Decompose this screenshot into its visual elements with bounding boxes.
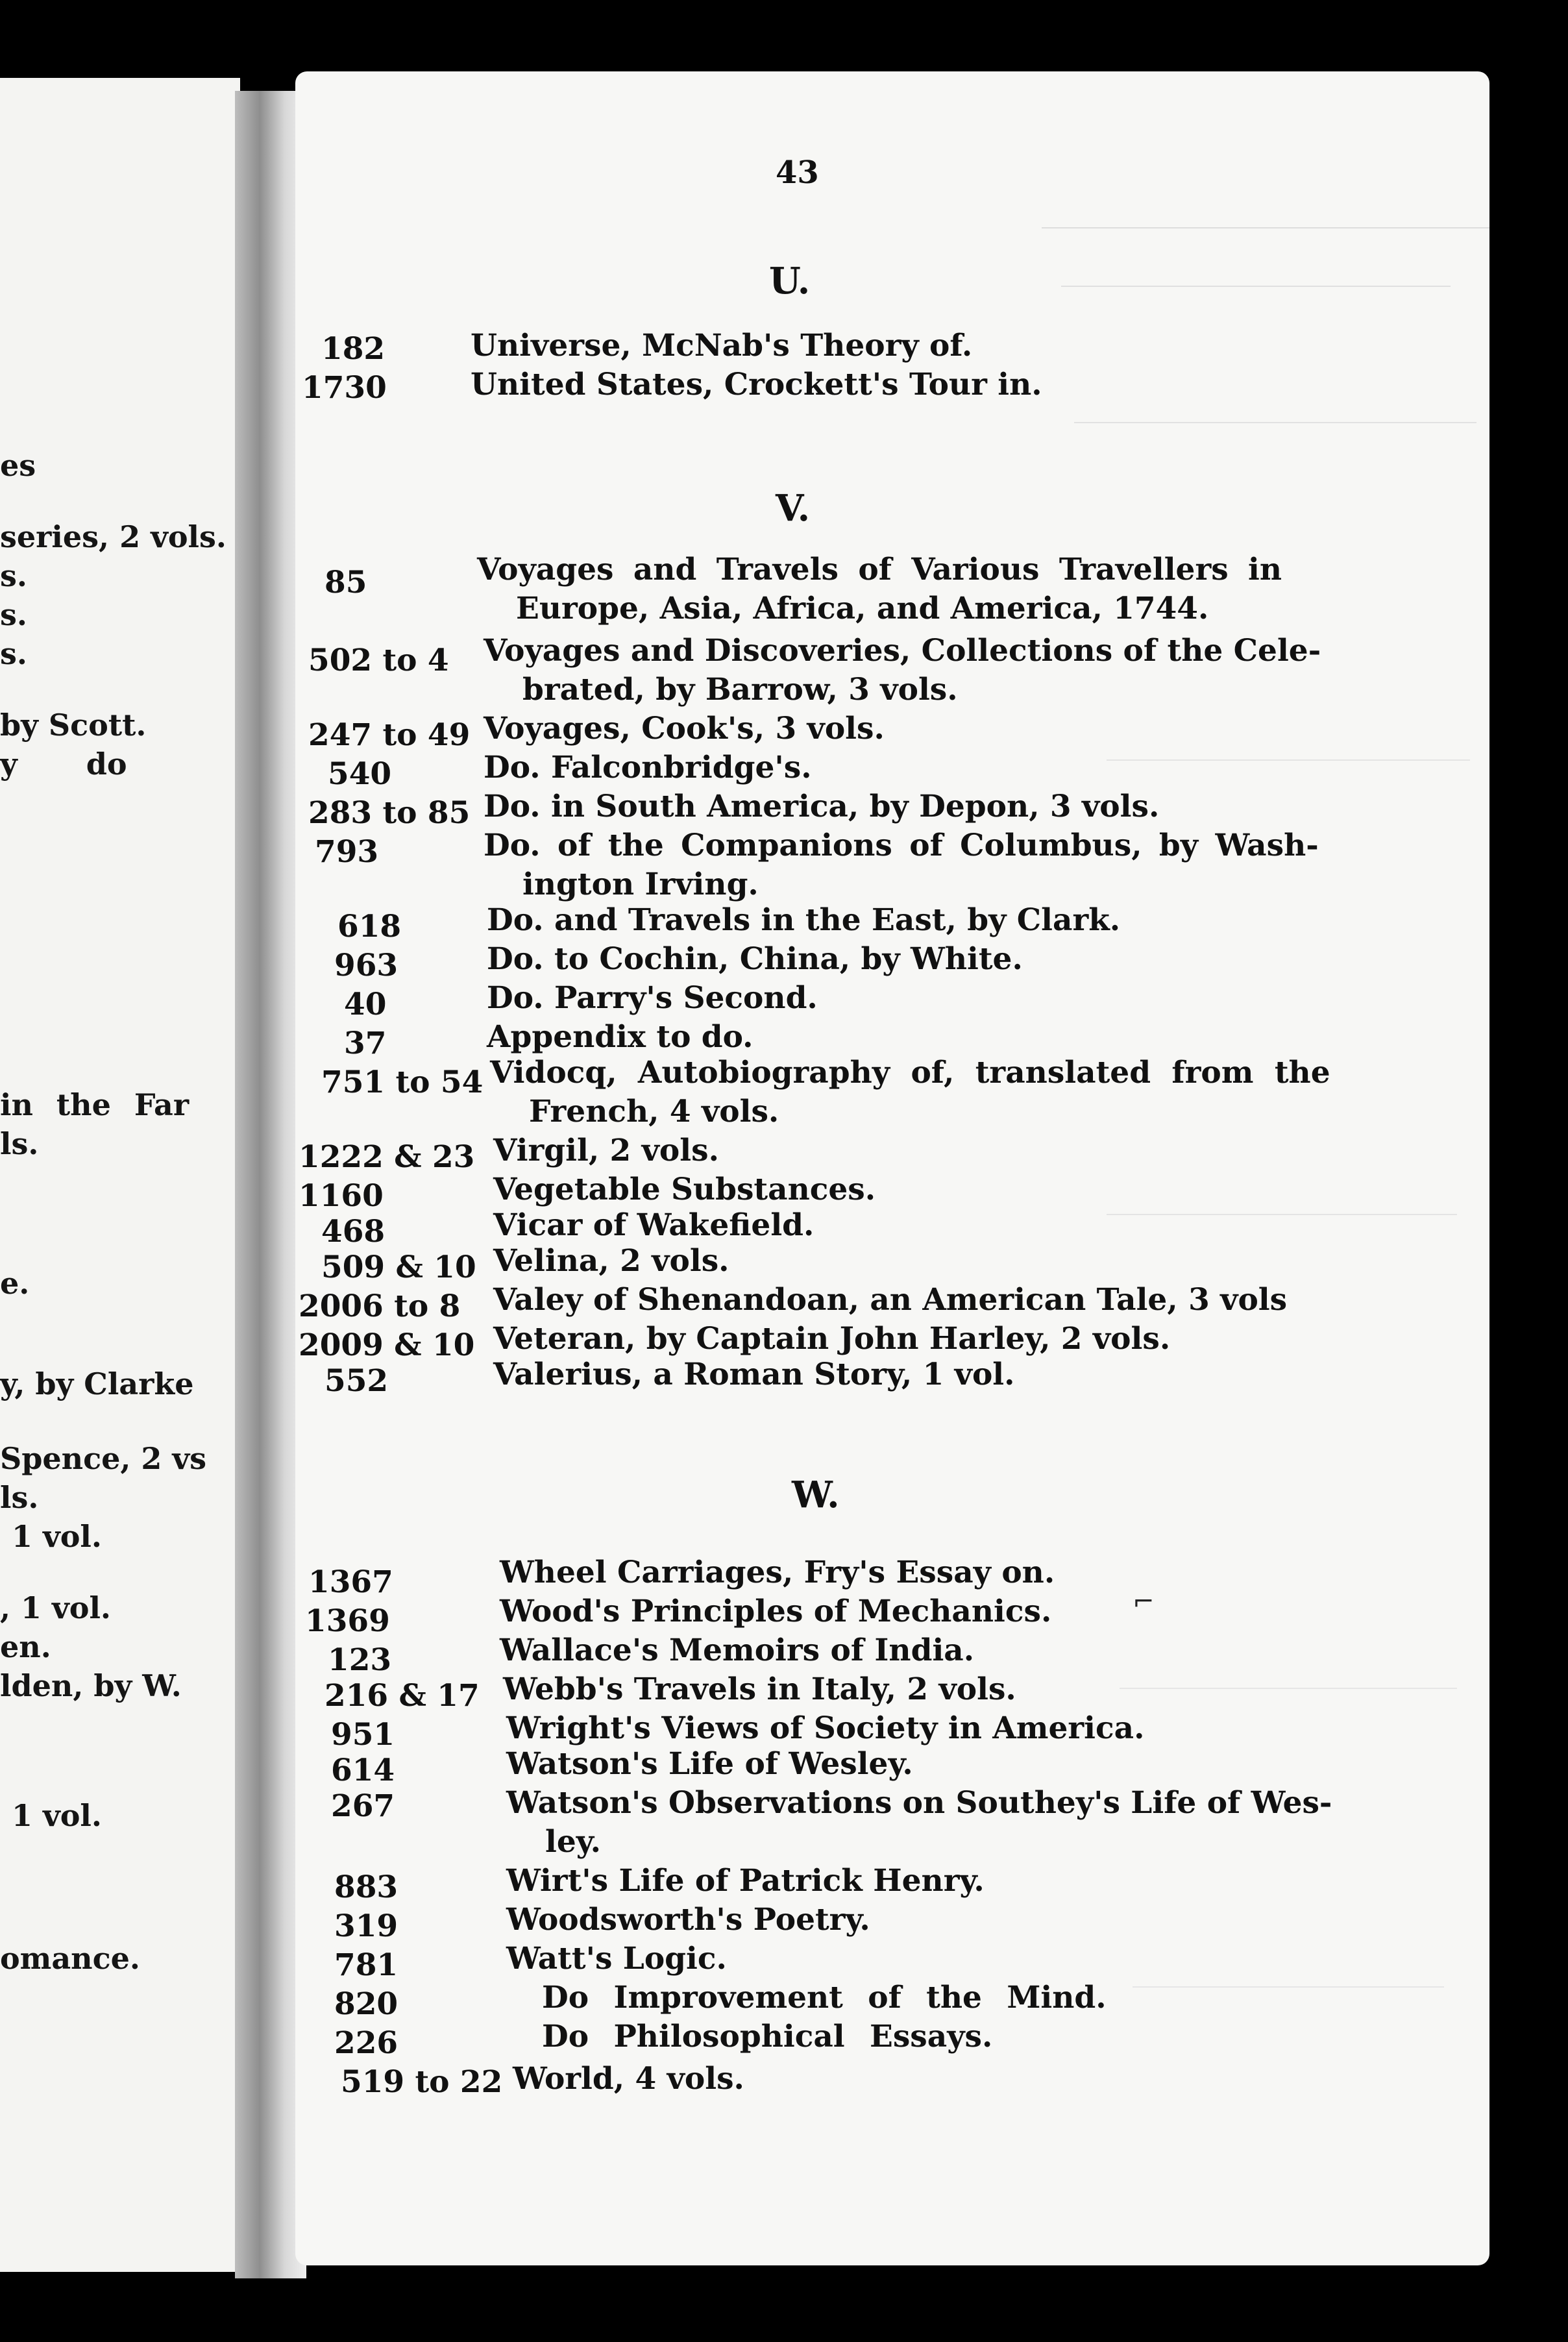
section-letter-u: U. <box>769 260 811 302</box>
entry-number: 509 & 10 <box>321 1250 476 1285</box>
entry-number: 2009 & 10 <box>299 1327 475 1363</box>
entry-number: 618 <box>337 909 402 944</box>
entry-number: 40 <box>344 987 387 1022</box>
left-line: series, 2 vols. <box>0 519 227 554</box>
entry-title: Woodsworth's Poetry. <box>506 1902 870 1938</box>
entry-title: Voyages, Cook's, 3 vols. <box>484 711 885 746</box>
section-letter-w: W. <box>792 1473 840 1516</box>
entry-continuation: French, 4 vols. <box>529 1094 779 1129</box>
entry-number: 751 to 54 <box>321 1065 484 1100</box>
entry-title: Veteran, by Captain John Harley, 2 vols. <box>493 1321 1171 1357</box>
entry-number: 883 <box>334 1869 398 1905</box>
entry-number: 319 <box>334 1908 398 1944</box>
entry-continuation: brated, by Barrow, 3 vols. <box>522 672 958 708</box>
left-line: es <box>0 448 36 483</box>
entry-title: Voyages and Travels of Various Travellers in <box>477 552 1282 587</box>
entry-number: 1730 <box>302 370 387 406</box>
entry-title: United States, Crockett's Tour in. <box>471 367 1042 402</box>
left-line: omance. <box>0 1941 140 1976</box>
entry-continuation: ington Irving. <box>522 867 759 902</box>
left-line: y do <box>0 746 127 782</box>
entry-number: 2006 to 8 <box>299 1288 461 1324</box>
entry-number: 820 <box>334 1986 398 2022</box>
entry-title: Do Philosophical Essays. <box>542 2019 993 2054</box>
entry-title: Do. of the Companions of Columbus, by Wash- <box>484 828 1319 863</box>
entry-continuation: ley. <box>545 1824 602 1860</box>
entry-number: 468 <box>321 1214 386 1250</box>
entry-title: Virgil, 2 vols. <box>493 1133 719 1168</box>
entry-title: Do. to Cochin, China, by White. <box>487 941 1023 977</box>
entry-number: 123 <box>328 1642 392 1678</box>
entry-title: Wallace's Memoirs of India. <box>500 1633 975 1668</box>
pencil-check-mark: ⌐ <box>1133 1587 1155 1617</box>
entry-title: Do Improvement of the Mind. <box>542 1980 1107 2015</box>
entry-title: Vidocq, Autobiography of, translated from the <box>490 1055 1330 1091</box>
left-line: by Scott. <box>0 708 147 743</box>
entry-title: Watson's Life of Wesley. <box>506 1746 913 1782</box>
left-line: 1 vol. <box>12 1798 102 1833</box>
entry-number: 1367 <box>308 1564 393 1600</box>
left-line: 1 vol. <box>12 1519 102 1554</box>
entry-number: 267 <box>331 1788 395 1824</box>
entry-number: 283 to 85 <box>308 795 471 831</box>
entry-title: Wood's Principles of Mechanics. <box>500 1594 1052 1629</box>
entry-title: Do. in South America, by Depon, 3 vols. <box>484 789 1160 824</box>
entry-number: 519 to 22 <box>341 2064 503 2100</box>
entry-title: Wirt's Life of Patrick Henry. <box>506 1863 985 1899</box>
left-line: e. <box>0 1266 30 1301</box>
left-line: lden, by W. <box>0 1668 182 1703</box>
left-line: in the Far <box>0 1087 190 1122</box>
entry-title: Wright's Views of Society in America. <box>506 1710 1145 1746</box>
left-line: s. <box>0 636 27 671</box>
entry-number: 1160 <box>299 1178 384 1214</box>
left-line: Spence, 2 vs <box>0 1441 207 1476</box>
entry-number: 540 <box>328 756 392 792</box>
entry-number: 951 <box>331 1717 395 1753</box>
entry-title: Do. Parry's Second. <box>487 980 818 1016</box>
entry-title: Watson's Observations on Southey's Life of Wes- <box>506 1785 1332 1821</box>
entry-title: Vicar of Wakefield. <box>493 1207 815 1243</box>
left-facing-page <box>0 78 240 2272</box>
left-line: ls. <box>0 1480 39 1515</box>
entry-number: 1222 & 23 <box>299 1139 475 1175</box>
entry-number: 37 <box>344 1026 387 1061</box>
left-line: , 1 vol. <box>0 1590 111 1625</box>
entry-title: Do. Falconbridge's. <box>484 750 812 785</box>
entry-number: 793 <box>315 834 379 870</box>
entry-title: Voyages and Discoveries, Collections of the Cele- <box>484 633 1321 669</box>
entry-title: Vegetable Substances. <box>493 1172 876 1207</box>
left-line: s. <box>0 558 27 593</box>
left-line: en. <box>0 1629 51 1664</box>
entry-continuation: Europe, Asia, Africa, and America, 1744. <box>516 591 1209 626</box>
entry-title: Wheel Carriages, Fry's Essay on. <box>500 1555 1055 1590</box>
entry-title: Velina, 2 vols. <box>493 1243 729 1279</box>
entry-number: 963 <box>334 948 398 983</box>
entry-number: 226 <box>334 2025 398 2061</box>
left-line: y, by Clarke <box>0 1366 194 1401</box>
entry-number: 85 <box>325 565 367 600</box>
entry-title: World, 4 vols. <box>513 2061 744 2097</box>
entry-number: 216 & 17 <box>325 1678 480 1714</box>
entry-number: 182 <box>321 331 386 367</box>
entry-title: Webb's Travels in Italy, 2 vols. <box>503 1671 1016 1707</box>
entry-number: 247 to 49 <box>308 717 471 753</box>
entry-number: 1369 <box>305 1603 390 1639</box>
entry-number: 614 <box>331 1753 395 1788</box>
left-line: ls. <box>0 1126 39 1161</box>
entry-number: 502 to 4 <box>308 643 449 678</box>
entry-title: Do. and Travels in the East, by Clark. <box>487 902 1121 938</box>
entry-number: 781 <box>334 1947 398 1983</box>
entry-title: Watt's Logic. <box>506 1941 727 1977</box>
entry-title: Valerius, a Roman Story, 1 vol. <box>493 1357 1015 1392</box>
entry-title: Appendix to do. <box>487 1019 753 1055</box>
catalog-page <box>295 71 1489 2265</box>
page-number: 43 <box>776 154 819 191</box>
entry-title: Universe, McNab's Theory of. <box>471 328 973 364</box>
entry-number: 552 <box>325 1363 389 1399</box>
entry-title: Valey of Shenandoan, an American Tale, 3 vols <box>493 1282 1288 1318</box>
left-line: s. <box>0 597 27 632</box>
section-letter-v: V. <box>776 487 811 530</box>
